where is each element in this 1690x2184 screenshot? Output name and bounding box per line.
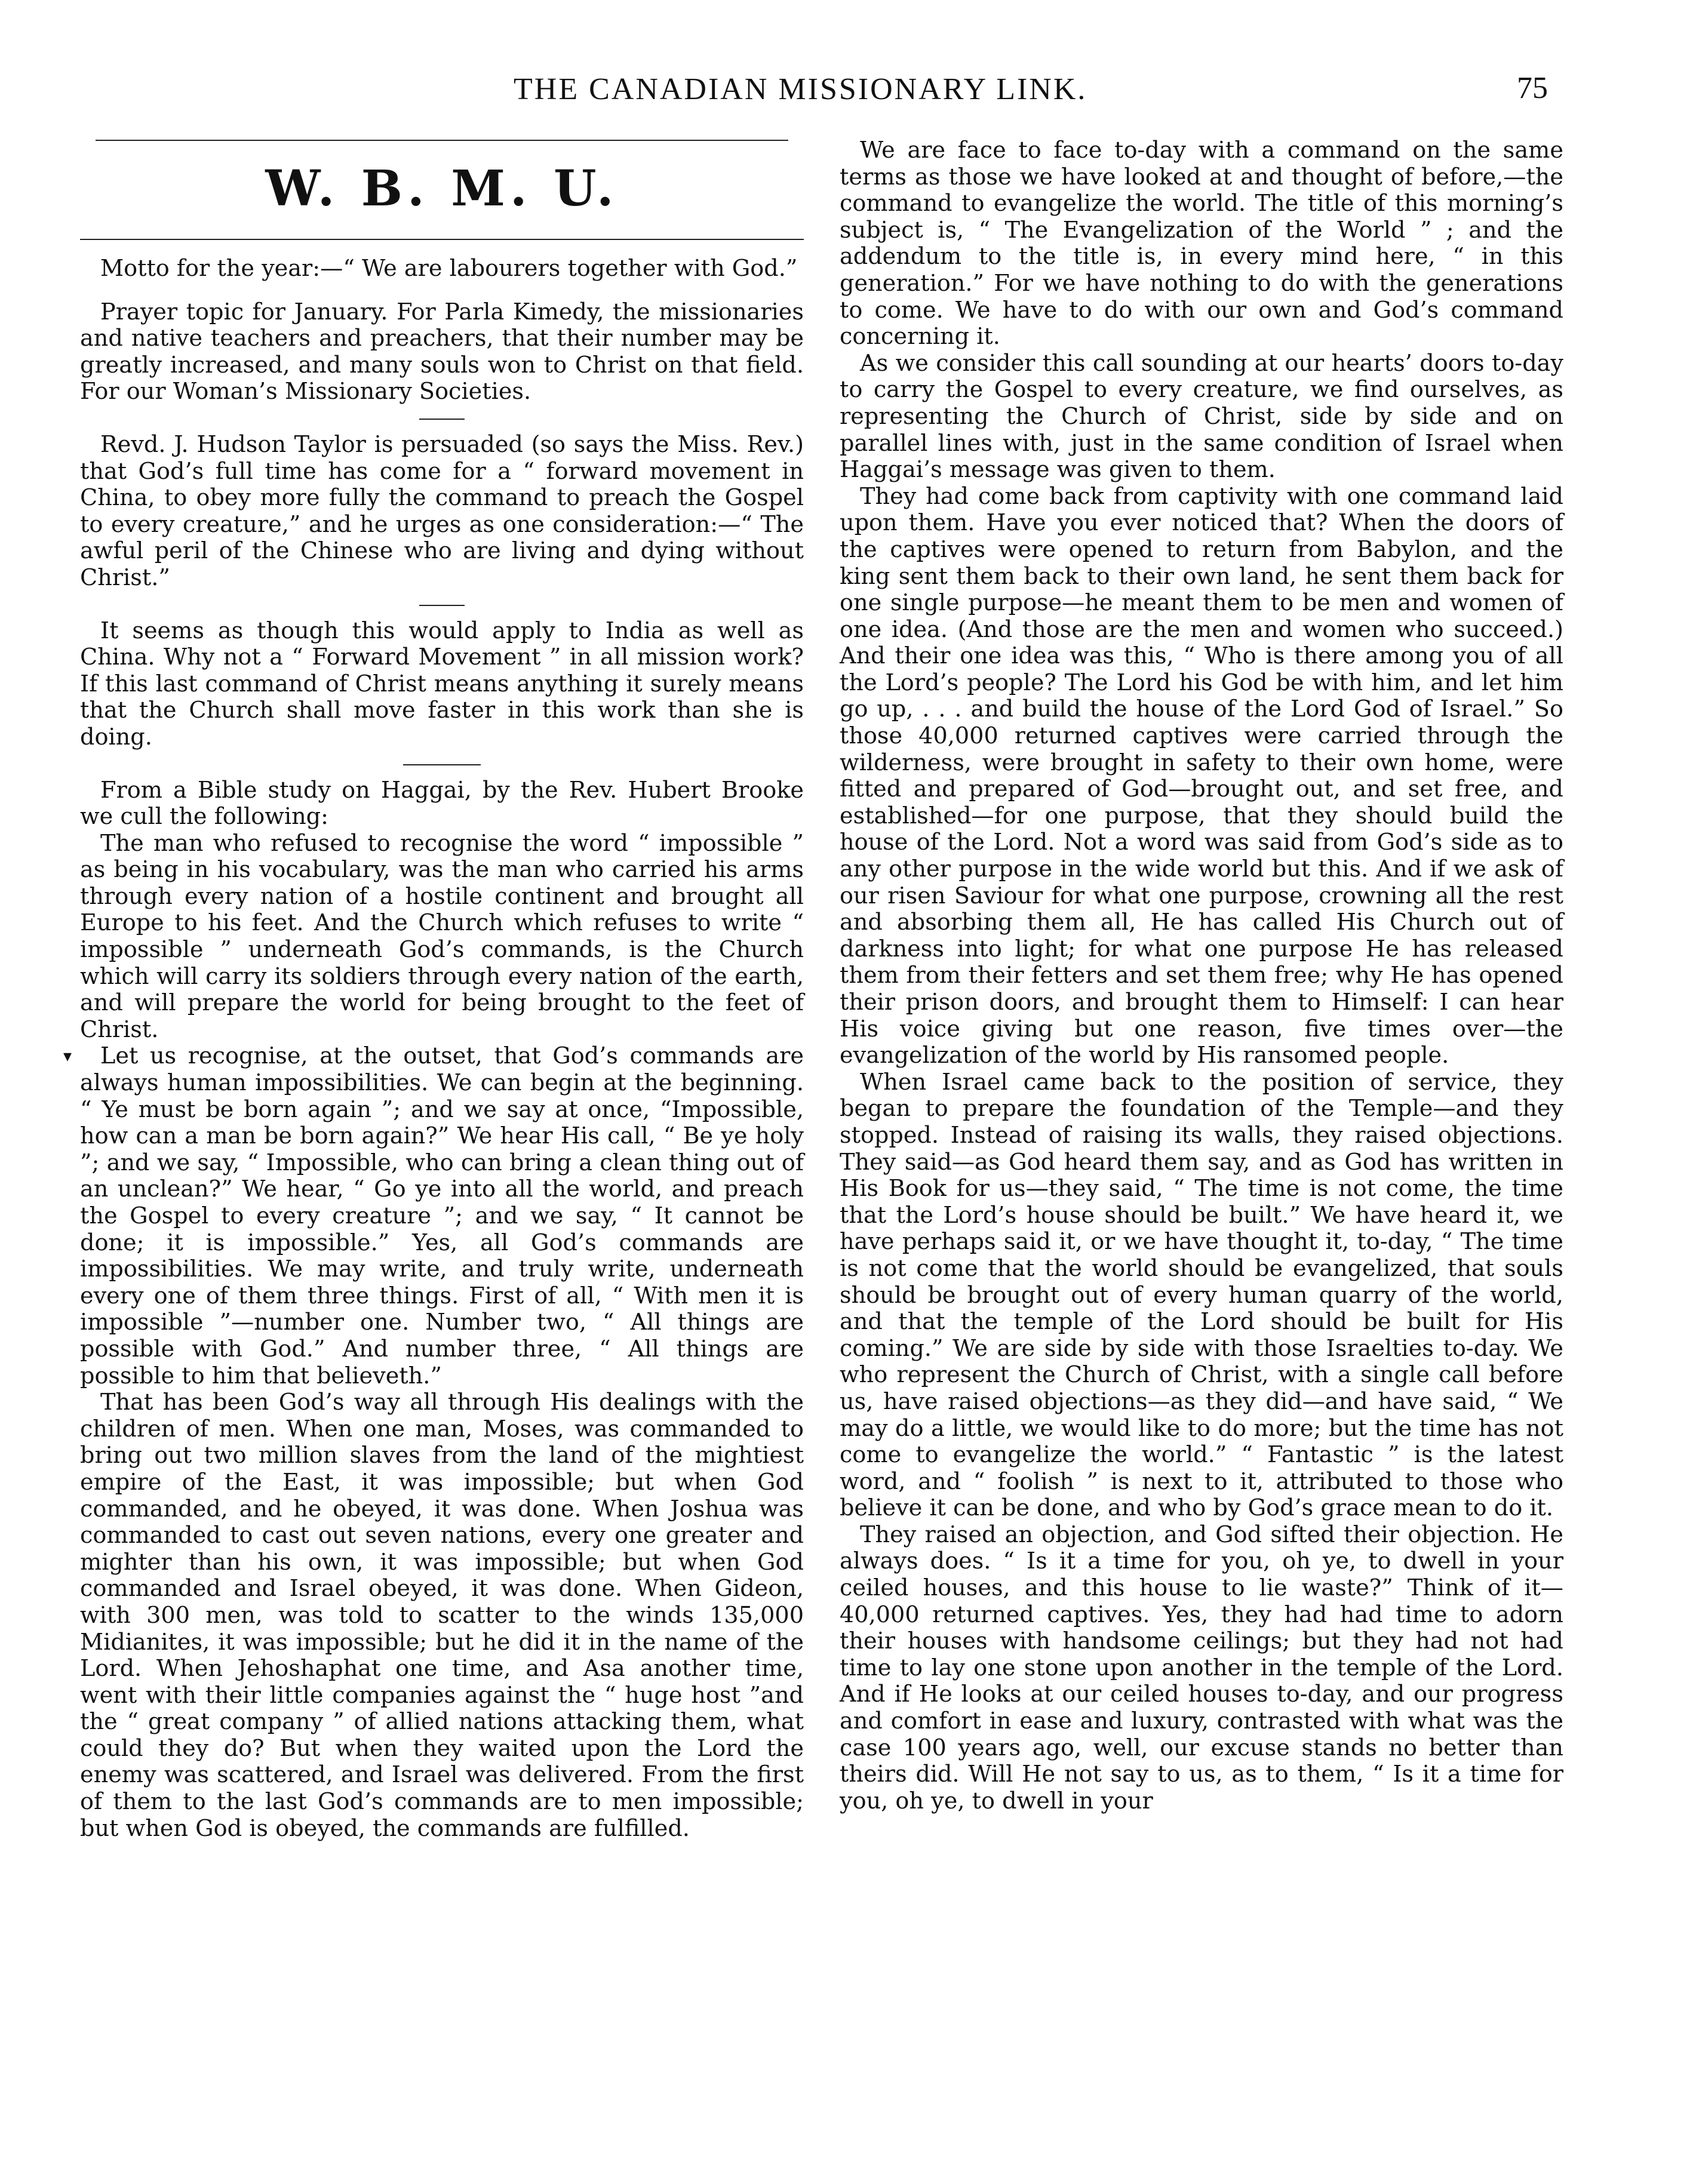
dealings-paragraph: That has been God’s way all through His dealings with the children of men. When one man, Moses, was commanded to bring out two million slaves from the land of the mightiest empire of the East, it was impossible; but when God commanded, and he obeyed, it was done. When Joshua was commanded to cast out seven nations, every one greater and mighter than his own, it was impossible; but when God commanded and Israel obeyed, it was done. When Gideon, with 300 men, was told to scatter to the winds 135,000 Midianites, it was impossible; but he did it in the name of the Lord. When Jehoshaphat one time, and Asa another time, went with their little companies against the “ huge host ”and the “ great company ” of allied nations attacking them, what could they do? But when they waited upon the Lord the enemy was scattered, and Israel was delivered. From the first of them to the last God’s commands are to men impossible; but when God is obeyed, the commands are fulfilled.: [80, 1389, 804, 1842]
page-number: 75: [1517, 71, 1548, 105]
prayer-topic-paragraph: Prayer topic for January. For Parla Kimedy, the missionaries and native teachers and preachers, that their number may be greatly increased, and many souls won to Christ on that field. For our Woman’s Missionary Societies.: [80, 299, 804, 405]
motto-paragraph: Motto for the year:—“ We are labourers together with God.”: [100, 256, 798, 282]
recognise-text: Let us recognise, at the outset, that God’s commands are always human impossibilities. We can begin at the beginning. “ Ye must be born again ”; and we say at once, “Impossible, how can a man be born again?” We hear His call, “ Be ye holy ”; and we say, “ Impossible, who can bring a clean thing out of an unclean?” We hear, “ Go ye into all the world, and preach the Gospel to every creature ”; and we say, “ It cannot be done; it is impossible.” Yes, all God’s commands are impossibilities. We may write, and truly write, underneath every one of them three things. First of all, “ With men it is impossible ”—number one. Number two, “ All things are possible with God.” And number three, “ All things are possible to him that believeth.”: [80, 1043, 804, 1389]
masthead: W. B. M. U.: [265, 160, 619, 217]
running-title: THE CANADIAN MISSIONARY LINK.: [514, 72, 1087, 106]
margin-mark: ▾: [63, 1046, 72, 1066]
bible-study-intro-paragraph: From a Bible study on Haggai, by the Rev. Hubert Brooke we cull the following:: [80, 777, 804, 830]
captivity-paragraph: They had come back from captivity with one command laid upon them. Have you ever noticed that? When the doors of the captives were opened to return from Babylon, and the king sent them back to their own land, he sent them back for one single purpose—he meant them to be men and women of one idea. (And those are the men and women who succeed.) And their one idea was this, “ Who is there among you of all the Lord’s people? The Lord his God be with him, and let him go up, . . . and build the house of the Lord God of Israel.” So those 40,000 returned captives were carried through the wilderness, were brought in safety to their own home, were fitted and prepared of God—brought out, and set free, and established—for one purpose, that they should build the house of the Lord. Not a word was said from God’s side as to any other purpose in the wide world but this. And if we ask of our risen Saviour for what one purpose, crowning all the rest and absorbing them all, He has called His Church out of darkness into light; for what one purpose He has released them from their fetters and set them free; why He has opened their prison doors, and brought them to Himself: I can hear His voice giving but one reason, five times over—the evangelization of the world by His ransomed people.: [840, 483, 1563, 1069]
top-rule: [96, 140, 788, 141]
section-divider: [419, 605, 465, 606]
masthead-rule: [80, 239, 804, 240]
india-note-paragraph: It seems as though this would apply to India as well as China. Why not a “ Forward Movement ” in all mission work? If this last command of Christ means anything it surely means that the Church shall move faster in this work than she is doing.: [80, 617, 804, 750]
section-divider: [419, 419, 465, 420]
recognise-paragraph: [63, 1043, 804, 1389]
section-divider: [403, 764, 481, 765]
taylor-note-paragraph: Revd. J. Hudson Taylor is persuaded (so says the Miss. Rev.) that God’s full time has come for a “ forward movement in China, to obey more fully the command to preach the Gospel to every creature,” and he urges as one consideration:—“ The awful peril of the Chinese who are living and dying without Christ.”: [80, 431, 804, 591]
face-to-face-paragraph: We are face to face to-day with a command on the same terms as those we have looked at and thought of before,—the command to evangelize the world. The title of this morning’s subject is, “ The Evangelization of the World ” ; and the addendum to the title is, in every mind here, “ in this generation.” For we have nothing to do with the generations to come. We have to do with our own and God’s command concerning it.: [840, 137, 1563, 350]
left-column: [63, 137, 804, 1842]
right-column: [840, 137, 1563, 1814]
service-paragraph: When Israel came back to the position of service, they began to prepare the foundation of the Temple—and they stopped. Instead of raising its walls, they raised objections. They said—as God heard them say, and as God has written in His Book for us—they said, “ The time is not come, the time that the Lord’s house should be built.” We have heard it, we have perhaps said it, or we have thought it, to-day, “ The time is not come that the world should be evangelized, that souls should be brought out of every human quarry of the world, and that the temple of the Lord should be built for His coming.” We are side by side with those Israelties to-day. We who represent the Church of Christ, with a single call before us, have raised objections—as they did—and have said, “ We may do a little, we would like to do more; but the time has not come to evangelize the world.” “ Fantastic ” is the latest word, and “ foolish ” is next to it, attributed to those who believe it can be done, and who by God’s grace mean to do it.: [840, 1069, 1563, 1522]
page-header: [0, 72, 1690, 119]
impossible-paragraph: The man who refused to recognise the word “ impossible ” as being in his vocabulary, was the man who carried his arms through every nation of a hostile continent and brought all Europe to his feet. And the Church which refuses to write “ impossible ” underneath God’s commands, is the Church which will carry its soldiers through every nation of the earth, and will prepare the world for being brought to the feet of Christ.: [80, 830, 804, 1043]
consider-paragraph: As we consider this call sounding at our hearts’ doors to-day to carry the Gospel to every creature, we find ourselves, as representing the Church of Christ, side by side and on parallel lines with, just in the same condition of Israel when Haggai’s message was given to them.: [840, 350, 1563, 484]
objection-paragraph: They raised an objection, and God sifted their objection. He always does. “ Is it a time for you, oh ye, to dwell in your ceiled houses, and this house to lie waste?” Think of it—40,000 returned captives. Yes, they had had time to adorn their houses with handsome ceilings; but they had not had time to lay one stone upon another in the temple of the Lord. And if He looks at our ceiled houses to-day, and our progress and comfort in ease and luxury, contrasted with what was the case 100 years ago, well, our excuse stands no better than theirs did. Will He not say to us, as to them, “ Is it a time for you, oh ye, to dwell in your: [840, 1521, 1563, 1814]
